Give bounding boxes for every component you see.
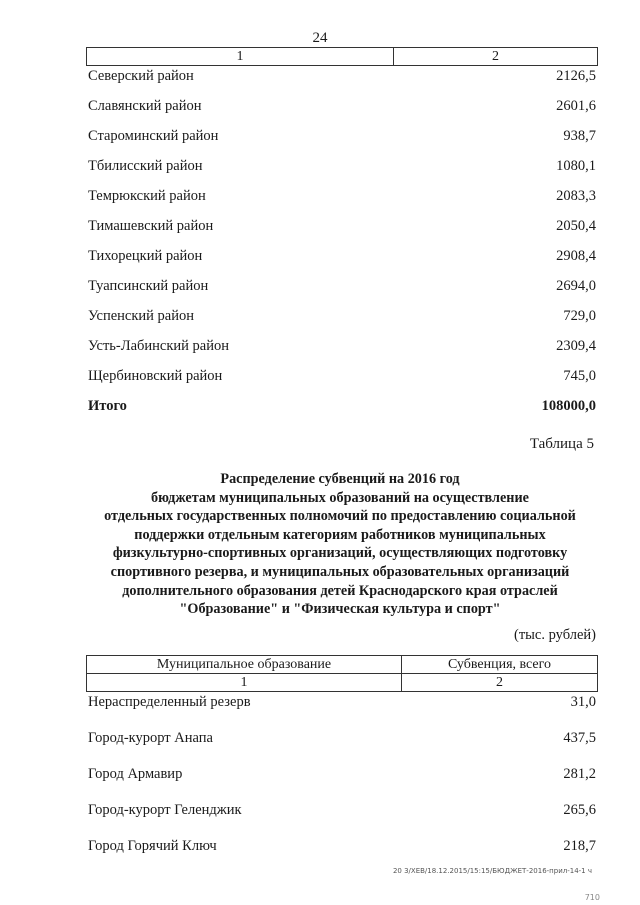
table-row [88,98,596,118]
total-value: 108000,0 [541,398,596,414]
table-row [88,694,596,714]
subvention-value: 31,0 [570,694,596,710]
municipality-name: Город-курорт Анапа [88,730,213,746]
district-name: Успенский район [88,308,194,324]
district-value: 938,7 [563,128,596,144]
district-name: Тихорецкий район [88,248,203,264]
title-line: дополнительного образования детей Краснодарского края отраслей [122,582,558,599]
table-row [88,338,596,358]
column-number-2: 2 [393,48,597,65]
municipality-name: Город Армавир [88,766,183,782]
page-number: 24 [312,30,328,46]
district-name: Староминский район [88,128,219,144]
title-line: спортивного резерва, и муниципальных образовательных организаций [110,563,570,580]
table-row [88,248,596,268]
table-row [88,68,596,88]
column-number-1: 1 [236,49,244,64]
table-total-row [88,398,596,418]
district-value: 729,0 [563,308,596,324]
subvention-value: 218,7 [563,838,596,854]
table-header [86,655,598,674]
district-name: Усть-Лабинский район [88,338,229,354]
table-row [88,128,596,148]
district-name: Славянский район [88,98,202,114]
district-value: 2126,5 [556,68,596,84]
district-name: Тимашевский район [88,218,214,234]
table-row [88,838,596,858]
units-label: (тыс. рублей) [514,627,596,643]
footer-filename: 20 3/ХЕВ/18.12.2015/15:15/БЮДЖЕТ-2016-прил-14-1 ч [392,867,592,875]
district-value: 2694,0 [556,278,596,294]
district-name: Туапсинский район [88,278,209,294]
district-name: Тбилисский район [88,158,203,174]
district-value: 1080,1 [556,158,596,174]
municipality-name: Нераспределенный резерв [88,694,251,710]
table-row [88,278,596,298]
subvention-value: 265,6 [563,802,596,818]
subvention-value: 281,2 [563,766,596,782]
table-row [88,730,596,750]
district-name: Темрюкский район [88,188,206,204]
district-value: 2050,4 [556,218,596,234]
municipality-name: Город Горячий Ключ [88,838,217,854]
district-value: 2083,3 [556,188,596,204]
table-column-numbers [86,673,598,692]
table-label: Таблица 5 [529,436,594,452]
table-row [88,802,596,822]
total-label: Итого [88,398,127,414]
district-value: 2309,4 [556,338,596,354]
column-number-2: 2 [401,674,597,691]
column-number-1: 1 [240,675,248,690]
district-value: 745,0 [563,368,596,384]
title-line: Распределение субвенций на 2016 год [220,471,460,487]
district-name: Северский район [88,68,194,84]
subvention-value: 437,5 [563,730,596,746]
table-row [88,158,596,178]
title-line: поддержки отдельным категориям работников муниципальных [134,526,546,543]
table-subventions [88,655,596,692]
title-line: "Образование" и "Физическая культура и спорт" [179,601,501,618]
district-value: 2908,4 [556,248,596,264]
table-row [88,188,596,208]
table-row [88,218,596,238]
district-name: Щербиновский район [88,368,223,384]
header-subvention: Субвенция, всего [401,656,597,673]
table-districts [88,47,596,66]
footer-code: 710 [584,893,600,902]
title-line: бюджетам муниципальных образований на осуществление [151,489,529,506]
document-title [60,470,620,619]
district-value: 2601,6 [556,98,596,114]
title-line: отдельных государственных полномочий по предоставлению социальной [104,508,576,525]
table-column-numbers [86,47,598,66]
municipality-name: Город-курорт Геленджик [88,802,242,818]
table-row [88,368,596,388]
header-municipality: Муниципальное образование [156,657,332,672]
title-line: физкультурно-спортивных организаций, осуществляющих подготовку [112,545,568,562]
table-row [88,308,596,328]
table-row [88,766,596,786]
